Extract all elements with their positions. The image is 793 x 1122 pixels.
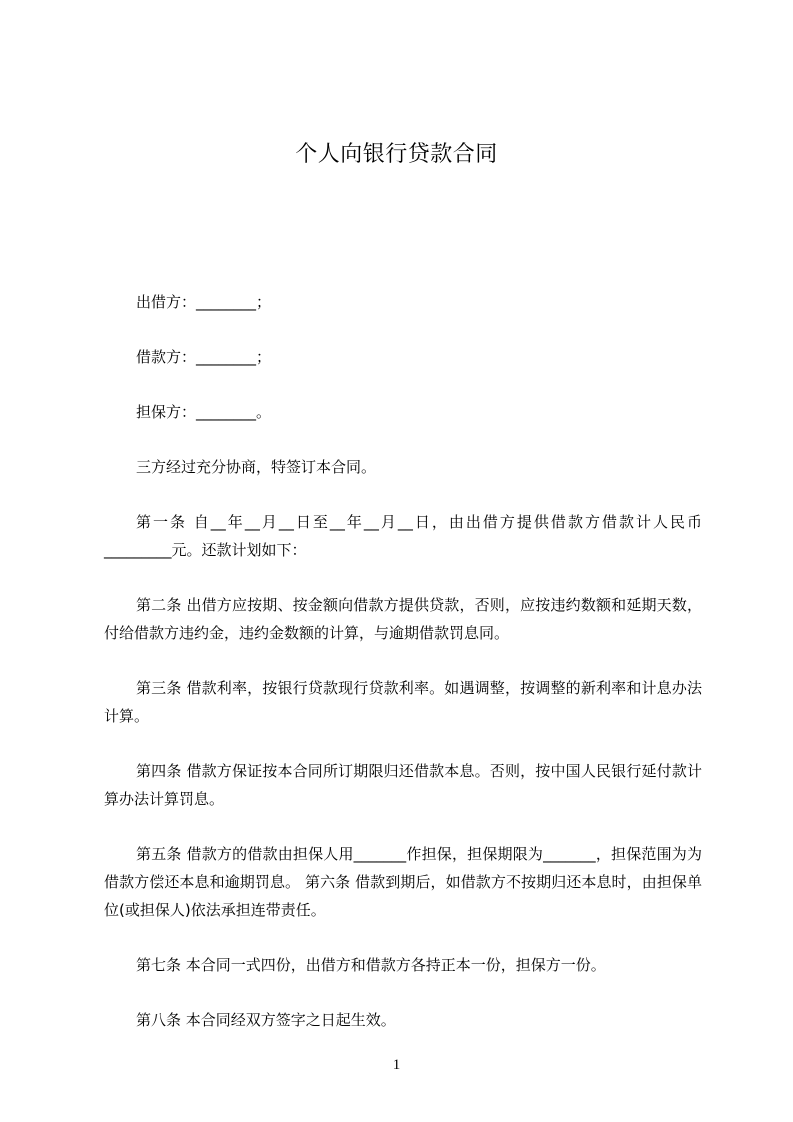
intro-paragraph: 三方经过充分协商，特签订本合同。 — [136, 458, 377, 476]
article-2: 第二条 出借方应按期、按金额向借款方提供贷款，否则，应按违约数额和延期天数，付给借款方违约金，违约金数额的计算，与逾期借款罚息同。 — [104, 596, 702, 642]
article-3: 第三条 借款利率，按银行贷款现行贷款利率。如遇调整，按调整的新利率和计息办法计算。 — [104, 679, 702, 725]
party-guarantor: 担保方：________。 — [136, 403, 272, 421]
article-5-6: 第五条 借款方的借款由担保人用_______作担保，担保期限为_______，担保范围为为借款方偿还本息和逾期罚息。 第六条 借款到期后，如借款方不按期归还本息时，由担保单位(或担保人)依法承担连带责任。 — [104, 845, 702, 919]
document-body — [104, 288, 702, 1061]
party-lender: 出借方：________； — [136, 293, 272, 311]
article-4: 第四条 借款方保证按本合同所订期限归还借款本息。否则，按中国人民银行延付款计算办法计算罚息。 — [104, 762, 702, 808]
party-borrower: 借款方：________； — [136, 348, 272, 366]
article-7: 第七条 本合同一式四份，出借方和借款方各持正本一份，担保方一份。 — [136, 956, 606, 974]
document-title: 个人向银行贷款合同 — [295, 142, 498, 167]
page-number: 1 — [392, 1057, 401, 1073]
article-8: 第八条 本合同经双方签字之日起生效。 — [136, 1011, 396, 1029]
article-1: 第一条 自__年__月__日至__年__月__日，由出借方提供借款方借款计人民币_________元。还款计划如下： — [104, 513, 702, 559]
